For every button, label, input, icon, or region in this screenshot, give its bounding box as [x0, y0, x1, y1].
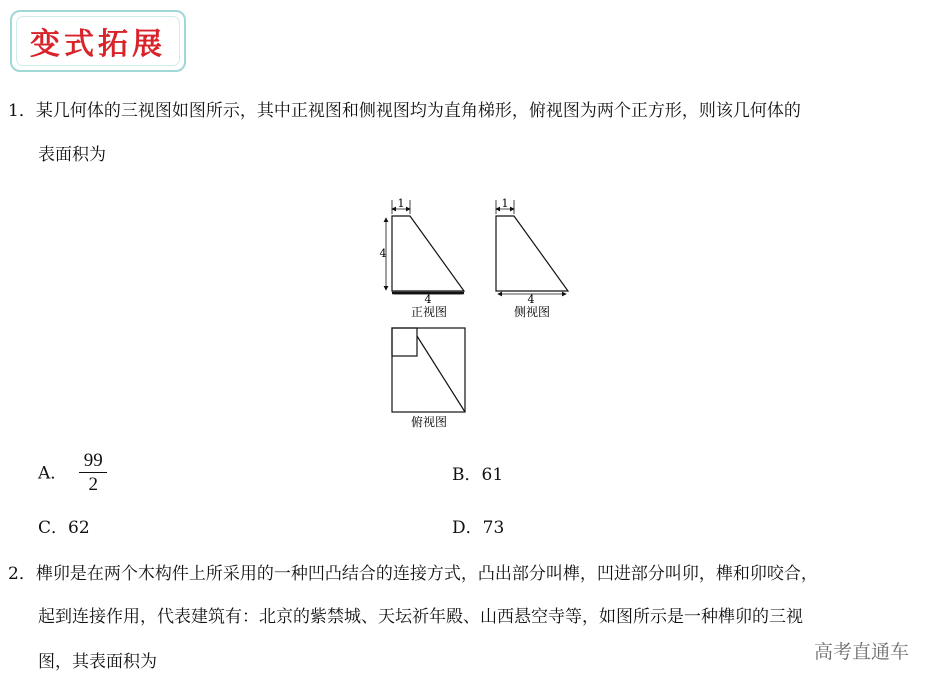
- side-view: [496, 200, 568, 294]
- fraction-numerator: 99: [83, 450, 103, 471]
- question-2-line-3: 图，其表面积为: [38, 652, 157, 672]
- front-dim-height: 4: [379, 247, 387, 260]
- option-a-label: A．: [38, 463, 68, 484]
- question-2-line-2: 起到连接作用，代表建筑有：北京的紫禁城、天坛祈年殿、山西悬空寺等，如图所示是一种榫卯的三视: [38, 607, 803, 627]
- top-view-label: 俯视图: [410, 415, 448, 429]
- question-1-number: 1．: [8, 101, 36, 121]
- top-view: [392, 328, 465, 412]
- watermark: 高考直通车: [814, 641, 910, 663]
- front-dim-base: 4: [424, 293, 432, 306]
- option-b-value: 61: [481, 465, 504, 485]
- question-1-line-1: [8, 99, 801, 123]
- question-2-line-1: [8, 562, 818, 586]
- option-c-label: C．: [38, 518, 69, 538]
- option-c-value: 62: [68, 518, 90, 538]
- front-view-label: 正视图: [410, 305, 448, 319]
- section-banner: [10, 10, 186, 72]
- question-2-number: 2．: [8, 564, 36, 584]
- question-1-text: 某几何体的三视图如图所示，其中正视图和侧视图均为直角梯形，俯视图为两个正方形，则该几何体的: [35, 101, 801, 121]
- three-view-figure: [372, 190, 582, 435]
- front-view: [386, 200, 464, 294]
- side-dim-top: 1: [501, 197, 509, 210]
- option-b-label: B．: [452, 465, 482, 485]
- fraction-denominator: 2: [88, 474, 99, 495]
- option-a-fraction: [79, 450, 107, 497]
- option-d-value: 73: [482, 518, 505, 538]
- question-1-line-2: 表面积为: [38, 145, 106, 165]
- option-a[interactable]: [38, 450, 107, 497]
- side-view-label: 侧视图: [513, 305, 551, 319]
- option-d[interactable]: [452, 516, 504, 540]
- question-2-text: 榫卯是在两个木构件上所采用的一种凹凸结合的连接方式，凸出部分叫榫，凹进部分叫卯，榫和卯咬合，: [35, 564, 818, 584]
- section-title: 变式拓展: [30, 27, 166, 62]
- side-dim-base: 4: [527, 293, 535, 306]
- option-d-label: D．: [452, 518, 483, 538]
- front-dim-top: 1: [397, 197, 405, 210]
- option-b[interactable]: [452, 463, 503, 487]
- option-c[interactable]: [38, 516, 90, 540]
